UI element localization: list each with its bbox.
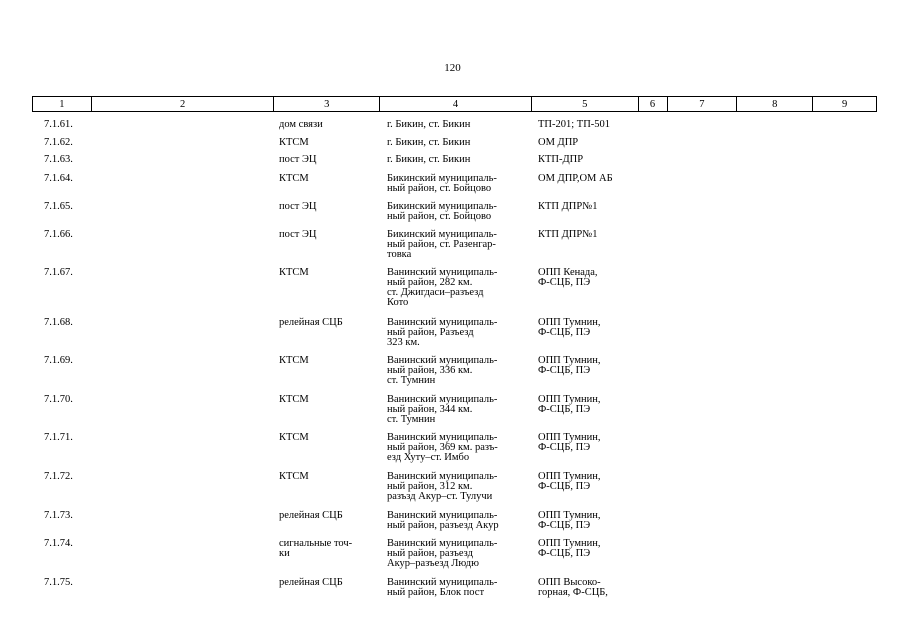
object-location: Ванинский муниципаль- ный район, 369 км. разъ- езд Хуту–ст. Имбо <box>387 432 498 463</box>
row-number: 7.1.64. <box>44 173 73 184</box>
power-source: КТП-ДПР <box>538 154 584 165</box>
row-number: 7.1.65. <box>44 201 73 212</box>
object-location: г. Бикин, ст. Бикин <box>387 137 471 148</box>
column-header-4: 4 <box>380 97 532 111</box>
power-source: ОПП Тумнин, Ф-СЦБ, ПЭ <box>538 355 601 376</box>
object-name: дом связи <box>279 119 323 130</box>
power-source: ОМ ДПР <box>538 137 579 148</box>
power-source: ОПП Тумнин, Ф-СЦБ, ПЭ <box>538 538 601 559</box>
power-source: ТП-201; ТП-501 <box>538 119 611 130</box>
object-name: КТСМ <box>279 394 309 405</box>
object-name: релейная СЦБ <box>279 510 343 521</box>
row-number: 7.1.75. <box>44 577 73 588</box>
object-location: Ванинский муниципаль- ный район, разъезд Акур–разъезд Людю <box>387 538 498 569</box>
object-location: Бикинский муниципаль- ный район, ст. Разенгар- товка <box>387 229 497 260</box>
object-name: пост ЭЦ <box>279 229 317 240</box>
object-location: г. Бикин, ст. Бикин <box>387 119 471 130</box>
object-location: Ванинский муниципаль- ный район, Разъезд 323 км. <box>387 317 498 348</box>
power-source: КТП ДПР№1 <box>538 229 598 240</box>
power-source: ОПП Тумнин, Ф-СЦБ, ПЭ <box>538 317 601 338</box>
power-source: ОПП Тумнин, Ф-СЦБ, ПЭ <box>538 432 601 453</box>
column-header-6: 6 <box>639 97 668 111</box>
row-number: 7.1.73. <box>44 510 73 521</box>
object-location: Ванинский муниципаль- ный район, Блок пост <box>387 577 498 598</box>
column-header-7: 7 <box>668 97 738 111</box>
column-header-1: 1 <box>33 97 92 111</box>
object-name: КТСМ <box>279 137 309 148</box>
row-number: 7.1.67. <box>44 267 73 278</box>
power-source: ОПП Тумнин, Ф-СЦБ, ПЭ <box>538 510 601 531</box>
row-number: 7.1.69. <box>44 355 73 366</box>
row-number: 7.1.70. <box>44 394 73 405</box>
object-location: Ванинский муниципаль- ный район, 282 км. ст. Джигдаси–разъезд Кото <box>387 267 498 308</box>
power-source: ОМ ДПР,ОМ АБ <box>538 173 613 184</box>
column-header-5: 5 <box>532 97 639 111</box>
object-location: Ванинский муниципаль- ный район, 336 км. ст. Тумнин <box>387 355 498 386</box>
object-name: релейная СЦБ <box>279 577 343 588</box>
row-number: 7.1.74. <box>44 538 73 549</box>
row-number: 7.1.61. <box>44 119 73 130</box>
power-source: ОПП Тумнин, Ф-СЦБ, ПЭ <box>538 471 601 492</box>
row-number: 7.1.72. <box>44 471 73 482</box>
page-number: 120 <box>444 62 461 74</box>
object-name: пост ЭЦ <box>279 201 317 212</box>
column-header-2: 2 <box>92 97 275 111</box>
object-name: КТСМ <box>279 432 309 443</box>
table-header <box>32 96 877 112</box>
object-name: релейная СЦБ <box>279 317 343 328</box>
column-header-8: 8 <box>737 97 813 111</box>
row-number: 7.1.62. <box>44 137 73 148</box>
power-source: ОПП Тумнин, Ф-СЦБ, ПЭ <box>538 394 601 415</box>
object-location: г. Бикин, ст. Бикин <box>387 154 471 165</box>
power-source: ОПП Высоко- горная, Ф-СЦБ, <box>538 577 608 598</box>
row-number: 7.1.71. <box>44 432 73 443</box>
object-name: КТСМ <box>279 355 309 366</box>
object-name: КТСМ <box>279 173 309 184</box>
column-header-9: 9 <box>841 99 848 110</box>
object-name: КТСМ <box>279 267 309 278</box>
object-location: Ванинский муниципаль- ный район, 312 км. разъзд Акур–ст. Тулучи <box>387 471 498 502</box>
power-source: КТП ДПР№1 <box>538 201 598 212</box>
object-name: КТСМ <box>279 471 309 482</box>
row-number: 7.1.66. <box>44 229 73 240</box>
object-location: Бикинский муниципаль- ный район, ст. Бойцово <box>387 201 497 222</box>
object-location: Ванинский муниципаль- ный район, разъезд Акур <box>387 510 499 531</box>
row-number: 7.1.68. <box>44 317 73 328</box>
column-header-3: 3 <box>274 97 380 111</box>
object-location: Бикинский муниципаль- ный район, ст. Бойцово <box>387 173 497 194</box>
row-number: 7.1.63. <box>44 154 73 165</box>
power-source: ОПП Кенада, Ф-СЦБ, ПЭ <box>538 267 598 288</box>
object-location: Ванинский муниципаль- ный район, 344 км. ст. Тумнин <box>387 394 498 425</box>
object-name: пост ЭЦ <box>279 154 317 165</box>
object-name: сигнальные точ- ки <box>279 538 353 559</box>
